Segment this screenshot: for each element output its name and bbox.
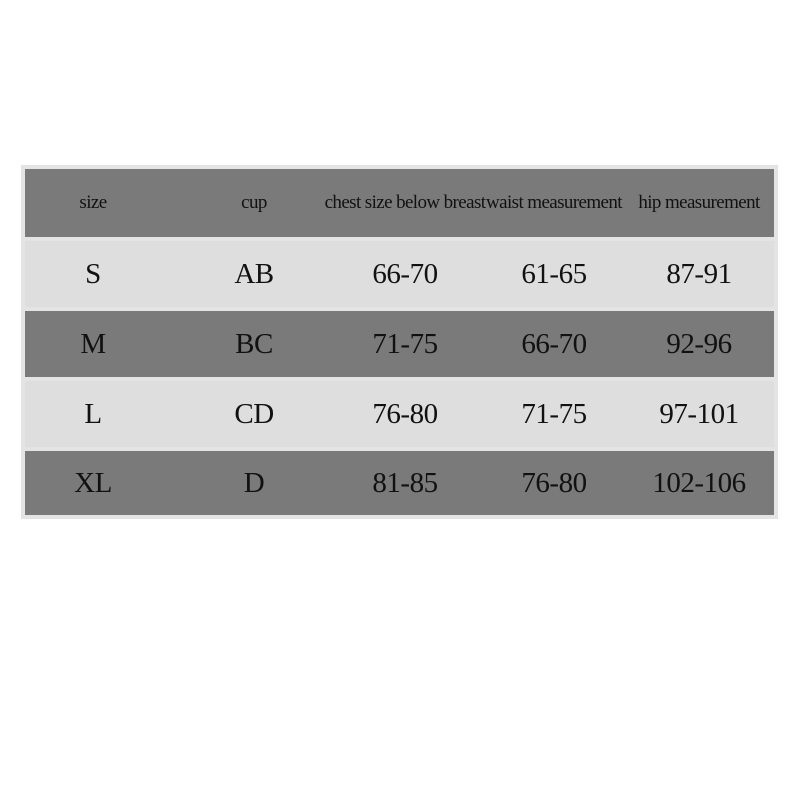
cell-chest: 76-80 bbox=[372, 397, 438, 430]
cell-waist: 61-65 bbox=[521, 257, 587, 290]
cell-size: S bbox=[85, 257, 101, 290]
cell-waist: 66-70 bbox=[521, 327, 587, 360]
header-hip: hip measurement bbox=[638, 192, 760, 213]
cell-chest: 71-75 bbox=[372, 327, 438, 360]
cell-cup: CD bbox=[234, 397, 274, 430]
table-row bbox=[25, 381, 774, 447]
cell-chest: 66-70 bbox=[372, 257, 438, 290]
cell-chest: 81-85 bbox=[372, 466, 438, 499]
size-chart-frame bbox=[21, 165, 778, 519]
cell-size: L bbox=[84, 397, 102, 430]
cell-cup: AB bbox=[234, 257, 274, 290]
header-waist: waist measurement bbox=[486, 192, 622, 213]
cell-waist: 76-80 bbox=[521, 466, 587, 499]
cell-cup: D bbox=[243, 466, 265, 499]
cell-hip: 97-101 bbox=[659, 397, 739, 430]
header-chest: chest size below breast bbox=[324, 192, 486, 213]
size-chart-table bbox=[25, 169, 774, 515]
cell-hip: 92-96 bbox=[666, 327, 732, 360]
header-cup: cup bbox=[241, 192, 267, 213]
table-row bbox=[25, 311, 774, 377]
table-row bbox=[25, 451, 774, 515]
cell-size: M bbox=[80, 327, 106, 360]
cell-waist: 71-75 bbox=[521, 397, 587, 430]
cell-cup: BC bbox=[235, 327, 273, 360]
header-size: size bbox=[79, 192, 107, 213]
cell-hip: 102-106 bbox=[652, 466, 746, 499]
cell-hip: 87-91 bbox=[666, 257, 732, 290]
table-row bbox=[25, 241, 774, 307]
cell-size: XL bbox=[74, 466, 112, 499]
table-header-row bbox=[25, 169, 774, 237]
